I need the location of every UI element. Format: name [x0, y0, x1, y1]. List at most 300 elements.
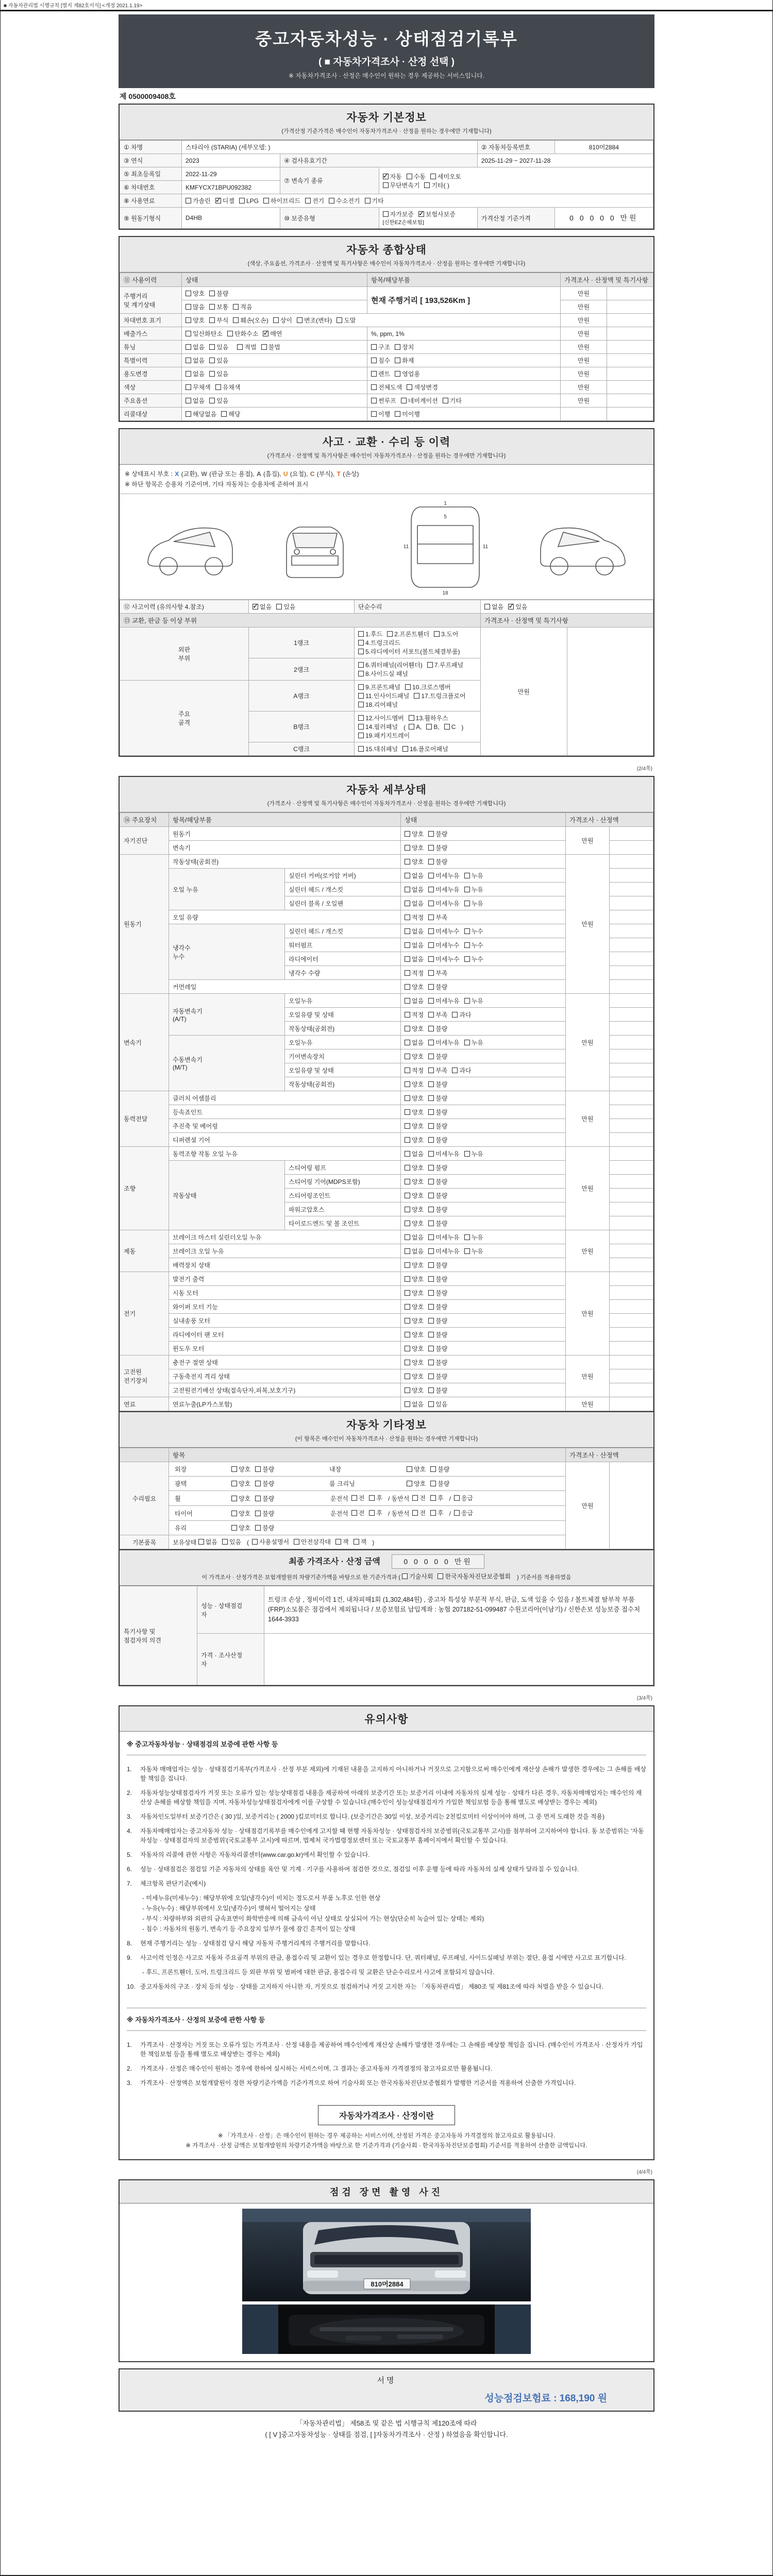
- checkbox-불량[interactable]: [428, 1358, 447, 1367]
- checkbox-장치[interactable]: [395, 343, 414, 351]
- checkbox-양호[interactable]: [407, 1465, 426, 1473]
- checkbox-누유[interactable]: [464, 899, 483, 908]
- checkbox-없음[interactable]: [405, 955, 424, 963]
- checkbox-9.프론트패널[interactable]: [358, 683, 400, 691]
- checkbox-무채색[interactable]: [186, 383, 211, 392]
- checkbox-icon[interactable]: [430, 1466, 436, 1472]
- checkbox-양호[interactable]: [405, 1219, 424, 1228]
- checkbox-미세누유[interactable]: [428, 1149, 459, 1158]
- checkbox-icon[interactable]: [444, 724, 450, 730]
- checkbox-icon[interactable]: [186, 411, 191, 417]
- checkbox-양호[interactable]: [405, 1316, 424, 1325]
- checkbox-icon[interactable]: [358, 662, 364, 668]
- checkbox-미세누유[interactable]: [428, 885, 459, 894]
- checkbox-양호[interactable]: [405, 1080, 424, 1089]
- checkbox-가솔린[interactable]: [186, 196, 211, 205]
- checkbox-누수[interactable]: [464, 927, 483, 936]
- checkbox-icon[interactable]: [428, 1054, 434, 1059]
- checkbox-icon[interactable]: [358, 724, 364, 730]
- checkbox-17.트렁크플로어[interactable]: [414, 691, 465, 700]
- checkbox-불량[interactable]: [255, 1479, 274, 1488]
- checkbox-양호[interactable]: [405, 1330, 424, 1339]
- checkbox-icon[interactable]: [231, 1481, 237, 1486]
- checkbox-누유[interactable]: [464, 871, 483, 880]
- checkbox-icon[interactable]: [428, 859, 434, 865]
- checkbox-11.인사이드패널[interactable]: [358, 691, 409, 700]
- checkbox-미이행[interactable]: [395, 410, 420, 418]
- checkbox-icon[interactable]: [405, 942, 410, 948]
- checkbox-불량[interactable]: [428, 1108, 447, 1116]
- checkbox-전[interactable]: [351, 1509, 365, 1517]
- checkbox-icon[interactable]: [405, 1109, 410, 1115]
- checkbox-icon[interactable]: [255, 1466, 261, 1472]
- checkbox-icon[interactable]: [405, 1234, 410, 1240]
- checkbox-icon[interactable]: [428, 887, 434, 892]
- checkbox-10.크로스멤버[interactable]: [405, 683, 451, 691]
- checkbox-없음[interactable]: [198, 1537, 217, 1546]
- checkbox-무단변속기[interactable]: [383, 181, 420, 190]
- checkbox-과다[interactable]: [452, 1010, 471, 1019]
- checkbox-없음[interactable]: [405, 871, 424, 880]
- checkbox-icon[interactable]: [186, 331, 191, 336]
- checkbox-icon[interactable]: [329, 198, 334, 204]
- checkbox-icon[interactable]: [428, 1179, 434, 1184]
- checkbox-icon[interactable]: [401, 398, 407, 403]
- checkbox-icon[interactable]: [351, 1495, 357, 1501]
- checkbox-이행[interactable]: [371, 410, 390, 418]
- checkbox-icon[interactable]: [428, 1151, 434, 1157]
- checkbox-4.트렁크리드[interactable]: [358, 638, 400, 647]
- checkbox-icon[interactable]: [428, 998, 434, 1004]
- checkbox-icon[interactable]: [186, 344, 191, 350]
- checkbox-없음[interactable]: [405, 941, 424, 950]
- checkbox-변조(변타)[interactable]: [297, 316, 332, 325]
- checkbox-icon[interactable]: [428, 1165, 434, 1171]
- checkbox-icon[interactable]: [428, 1360, 434, 1365]
- checkbox-응급[interactable]: [454, 1509, 473, 1517]
- checkbox-checked-icon[interactable]: [263, 331, 268, 336]
- checkbox-적정[interactable]: [405, 969, 424, 977]
- checkbox-3.도어[interactable]: [434, 630, 458, 638]
- checkbox-양호[interactable]: [405, 1024, 424, 1033]
- checkbox-해당[interactable]: [221, 410, 240, 418]
- checkbox-불량[interactable]: [428, 857, 447, 866]
- checkbox-icon[interactable]: [428, 1276, 434, 1282]
- checkbox-icon[interactable]: [414, 693, 419, 699]
- checkbox-icon[interactable]: [337, 317, 342, 323]
- checkbox-네비게이션[interactable]: [401, 396, 438, 405]
- checkbox-icon[interactable]: [405, 1137, 410, 1143]
- checkbox-양호[interactable]: [405, 1372, 424, 1381]
- checkbox-icon[interactable]: [464, 887, 470, 892]
- checkbox-icon[interactable]: [405, 1179, 410, 1184]
- checkbox-icon[interactable]: [371, 358, 377, 363]
- checkbox-누유[interactable]: [464, 885, 483, 894]
- checkbox-icon[interactable]: [221, 411, 227, 417]
- checkbox-icon[interactable]: [405, 1387, 410, 1393]
- checkbox-icon[interactable]: [452, 1067, 458, 1073]
- checkbox-icon[interactable]: [428, 1374, 434, 1379]
- checkbox-전[interactable]: [412, 1509, 426, 1517]
- checkbox-icon[interactable]: [405, 1374, 410, 1379]
- checkbox-icon[interactable]: [428, 1012, 434, 1018]
- checkbox-icon[interactable]: [428, 1318, 434, 1324]
- checkbox-icon[interactable]: [405, 1040, 410, 1045]
- checkbox-icon[interactable]: [405, 1401, 410, 1407]
- checkbox-불량[interactable]: [255, 1465, 274, 1473]
- checkbox-icon[interactable]: [434, 631, 440, 637]
- checkbox-양호[interactable]: [405, 1163, 424, 1172]
- checkbox-icon[interactable]: [428, 914, 434, 920]
- checkbox-C[interactable]: [444, 723, 456, 731]
- checkbox-icon[interactable]: [427, 662, 433, 668]
- checkbox-icon[interactable]: [405, 1193, 410, 1198]
- checkbox-미세누유[interactable]: [428, 899, 459, 908]
- checkbox-없음[interactable]: [405, 996, 424, 1005]
- checkbox-양호[interactable]: [405, 1205, 424, 1214]
- checkbox-icon[interactable]: [428, 1193, 434, 1198]
- checkbox-icon[interactable]: [405, 1221, 410, 1226]
- checkbox-후[interactable]: [430, 1494, 444, 1502]
- checkbox-icon[interactable]: [255, 1525, 261, 1531]
- checkbox-전[interactable]: [412, 1494, 426, 1502]
- checkbox-icon[interactable]: [428, 956, 434, 962]
- checkbox-icon[interactable]: [428, 831, 434, 837]
- checkbox-icon[interactable]: [428, 984, 434, 990]
- checkbox-icon[interactable]: [405, 1151, 410, 1157]
- checkbox-불량[interactable]: [428, 1219, 447, 1228]
- checkbox-icon[interactable]: [354, 1539, 359, 1545]
- checkbox-icon[interactable]: [428, 1095, 434, 1101]
- checkbox-icon[interactable]: [405, 901, 410, 906]
- checkbox-양호[interactable]: [407, 1479, 426, 1488]
- checkbox-기타[interactable]: [365, 196, 384, 205]
- checkbox-icon[interactable]: [407, 1466, 412, 1472]
- checkbox-전체도색[interactable]: [371, 383, 402, 392]
- checkbox-icon[interactable]: [405, 1360, 410, 1365]
- checkbox-icon[interactable]: [464, 873, 470, 878]
- checkbox-checked-icon[interactable]: [215, 198, 221, 204]
- checkbox-자동[interactable]: [383, 172, 402, 181]
- checkbox-미세누유[interactable]: [428, 871, 459, 880]
- checkbox-양호[interactable]: [405, 1386, 424, 1395]
- checkbox-icon[interactable]: [358, 640, 364, 646]
- checkbox-icon[interactable]: [209, 304, 215, 310]
- checkbox-불량[interactable]: [430, 1479, 449, 1488]
- checkbox-icon[interactable]: [405, 1290, 410, 1296]
- checkbox-icon[interactable]: [371, 384, 377, 390]
- checkbox-icon[interactable]: [430, 174, 436, 179]
- checkbox-없음[interactable]: [405, 1400, 424, 1409]
- checkbox-없음[interactable]: [405, 885, 424, 894]
- checkbox-icon[interactable]: [369, 1510, 375, 1516]
- checkbox-icon[interactable]: [186, 371, 191, 377]
- checkbox-icon[interactable]: [405, 1012, 410, 1018]
- checkbox-icon[interactable]: [407, 174, 412, 179]
- checkbox-없음[interactable]: [405, 927, 424, 936]
- checkbox-icon[interactable]: [428, 1207, 434, 1212]
- checkbox-icon[interactable]: [358, 715, 364, 721]
- checkbox-양호[interactable]: [405, 829, 424, 838]
- checkbox-상이[interactable]: [273, 316, 292, 325]
- checkbox-불량[interactable]: [428, 1080, 447, 1089]
- checkbox-침수[interactable]: [371, 356, 390, 365]
- checkbox-응급[interactable]: [454, 1494, 473, 1502]
- checkbox-icon[interactable]: [294, 1539, 299, 1545]
- checkbox-icon[interactable]: [405, 970, 410, 976]
- checkbox-icon[interactable]: [305, 198, 311, 204]
- checkbox-1.후드[interactable]: [358, 630, 382, 638]
- checkbox-양호[interactable]: [231, 1509, 250, 1518]
- checkbox-icon[interactable]: [395, 344, 400, 350]
- checkbox-불량[interactable]: [428, 1261, 447, 1269]
- checkbox-icon[interactable]: [464, 1248, 470, 1254]
- checkbox-icon[interactable]: [454, 1510, 460, 1516]
- checkbox-icon[interactable]: [428, 928, 434, 934]
- checkbox-양호[interactable]: [405, 1177, 424, 1186]
- checkbox-icon[interactable]: [464, 928, 470, 934]
- checkbox-icon[interactable]: [395, 371, 400, 377]
- checkbox-보통[interactable]: [209, 302, 228, 311]
- checkbox-없음[interactable]: [186, 396, 205, 405]
- checkbox-7.루프패널[interactable]: [427, 660, 463, 669]
- checkbox-icon[interactable]: [428, 1123, 434, 1129]
- checkbox-세미오토[interactable]: [430, 172, 461, 181]
- checkbox-미세누유[interactable]: [428, 1233, 459, 1242]
- checkbox-미세누유[interactable]: [428, 1038, 459, 1047]
- checkbox-icon[interactable]: [428, 1137, 434, 1143]
- checkbox-있음[interactable]: [428, 1400, 447, 1409]
- checkbox-checked-icon[interactable]: [508, 604, 514, 609]
- checkbox-양호[interactable]: [405, 1122, 424, 1130]
- checkbox-icon[interactable]: [209, 358, 215, 363]
- checkbox-icon[interactable]: [395, 411, 400, 417]
- checkbox-양호[interactable]: [405, 982, 424, 991]
- checkbox-양호[interactable]: [405, 1302, 424, 1311]
- checkbox-icon[interactable]: [428, 1026, 434, 1031]
- checkbox-불량[interactable]: [428, 1302, 447, 1311]
- checkbox-icon[interactable]: [428, 1081, 434, 1087]
- checkbox-icon[interactable]: [464, 901, 470, 906]
- checkbox-없음[interactable]: [405, 1149, 424, 1158]
- checkbox-2.프론트휀더[interactable]: [387, 630, 429, 638]
- checkbox-누유[interactable]: [464, 1149, 483, 1158]
- checkbox-icon[interactable]: [405, 998, 410, 1004]
- checkbox-icon[interactable]: [454, 1495, 460, 1501]
- checkbox-안전삼각대[interactable]: [294, 1537, 331, 1546]
- checkbox-checked-icon[interactable]: [383, 174, 389, 179]
- checkbox-icon[interactable]: [405, 887, 410, 892]
- checkbox-icon[interactable]: [409, 724, 414, 730]
- checkbox-icon[interactable]: [428, 1109, 434, 1115]
- checkbox-icon[interactable]: [209, 371, 215, 377]
- checkbox-icon[interactable]: [428, 1262, 434, 1268]
- checkbox-불량[interactable]: [428, 1372, 447, 1381]
- checkbox-icon[interactable]: [428, 1221, 434, 1226]
- checkbox-icon[interactable]: [430, 1510, 436, 1516]
- checkbox-없음[interactable]: [253, 602, 272, 611]
- checkbox-한국자동차진단보증협회[interactable]: [438, 1572, 511, 1581]
- checkbox-icon[interactable]: [255, 1496, 261, 1501]
- checkbox-수소전기[interactable]: [329, 196, 360, 205]
- checkbox-불량[interactable]: [428, 1122, 447, 1130]
- checkbox-icon[interactable]: [464, 998, 470, 1004]
- checkbox-화재[interactable]: [395, 356, 414, 365]
- checkbox-icon[interactable]: [405, 1026, 410, 1031]
- checkbox-미세누수[interactable]: [428, 941, 459, 950]
- checkbox-icon[interactable]: [428, 845, 434, 851]
- checkbox-icon[interactable]: [412, 1495, 418, 1501]
- checkbox-icon[interactable]: [405, 831, 410, 837]
- checkbox-전[interactable]: [351, 1494, 365, 1502]
- checkbox-양호[interactable]: [405, 1275, 424, 1283]
- checkbox-icon[interactable]: [405, 859, 410, 865]
- checkbox-icon[interactable]: [395, 358, 400, 363]
- checkbox-적정[interactable]: [405, 1010, 424, 1019]
- checkbox-icon[interactable]: [405, 1095, 410, 1101]
- checkbox-후[interactable]: [369, 1494, 382, 1502]
- checkbox-없음[interactable]: [186, 343, 205, 351]
- checkbox-icon[interactable]: [358, 684, 364, 690]
- checkbox-icon[interactable]: [369, 1495, 375, 1501]
- checkbox-불량[interactable]: [255, 1494, 274, 1503]
- checkbox-없음[interactable]: [405, 1233, 424, 1242]
- checkbox-icon[interactable]: [405, 1207, 410, 1212]
- checkbox-checked-icon[interactable]: [418, 211, 424, 217]
- checkbox-icon[interactable]: [276, 604, 282, 609]
- checkbox-icon[interactable]: [405, 684, 411, 690]
- checkbox-icon[interactable]: [405, 1067, 410, 1073]
- checkbox-icon[interactable]: [428, 1067, 434, 1073]
- checkbox-icon[interactable]: [405, 1318, 410, 1324]
- checkbox-누수[interactable]: [464, 941, 483, 950]
- checkbox-양호[interactable]: [231, 1494, 250, 1503]
- checkbox-누수[interactable]: [464, 955, 483, 963]
- checkbox-불량[interactable]: [255, 1509, 274, 1518]
- checkbox-있음[interactable]: [209, 396, 228, 405]
- checkbox-없음[interactable]: [405, 1038, 424, 1047]
- checkbox-icon[interactable]: [405, 1081, 410, 1087]
- checkbox-icon[interactable]: [233, 304, 239, 310]
- checkbox-적정[interactable]: [405, 913, 424, 922]
- checkbox-양호[interactable]: [231, 1479, 250, 1488]
- checkbox-icon[interactable]: [426, 724, 432, 730]
- checkbox-불량[interactable]: [428, 1205, 447, 1214]
- checkbox-icon[interactable]: [371, 344, 377, 350]
- checkbox-불량[interactable]: [428, 1024, 447, 1033]
- checkbox-icon[interactable]: [222, 1539, 228, 1545]
- checkbox-icon[interactable]: [358, 693, 364, 699]
- checkbox-icon[interactable]: [405, 1165, 410, 1171]
- checkbox-icon[interactable]: [383, 182, 389, 188]
- checkbox-icon[interactable]: [428, 873, 434, 878]
- checkbox-보험사보증[interactable]: [418, 210, 456, 218]
- checkbox-icon[interactable]: [452, 1012, 458, 1018]
- checkbox-icon[interactable]: [186, 317, 191, 323]
- checkbox-없음[interactable]: [405, 899, 424, 908]
- checkbox-불량[interactable]: [255, 1523, 274, 1532]
- checkbox-불량[interactable]: [428, 1136, 447, 1144]
- checkbox-LPG[interactable]: [239, 197, 259, 205]
- checkbox-A,[interactable]: [409, 723, 422, 731]
- checkbox-많음[interactable]: [186, 302, 205, 311]
- checkbox-불량[interactable]: [428, 1344, 447, 1353]
- checkbox-icon[interactable]: [358, 702, 364, 707]
- checkbox-icon[interactable]: [239, 198, 245, 204]
- checkbox-icon[interactable]: [273, 317, 279, 323]
- checkbox-있음[interactable]: [508, 602, 527, 611]
- checkbox-icon[interactable]: [428, 1248, 434, 1254]
- checkbox-icon[interactable]: [428, 970, 434, 976]
- checkbox-icon[interactable]: [231, 1496, 237, 1501]
- checkbox-미세누수[interactable]: [428, 955, 459, 963]
- checkbox-훼손(오손)[interactable]: [233, 316, 268, 325]
- checkbox-없음[interactable]: [186, 356, 205, 365]
- checkbox-양호[interactable]: [405, 843, 424, 852]
- checkbox-양호[interactable]: [186, 289, 205, 298]
- checkbox-부식[interactable]: [209, 316, 228, 325]
- checkbox-icon[interactable]: [405, 1123, 410, 1129]
- checkbox-적정[interactable]: [405, 1066, 424, 1075]
- checkbox-잭[interactable]: [335, 1537, 349, 1546]
- checkbox-후[interactable]: [430, 1509, 444, 1517]
- checkbox-있음[interactable]: [209, 343, 228, 351]
- checkbox-부족[interactable]: [428, 1066, 447, 1075]
- checkbox-icon[interactable]: [231, 1511, 237, 1516]
- checkbox-icon[interactable]: [443, 398, 448, 403]
- checkbox-누유[interactable]: [464, 1247, 483, 1256]
- checkbox-8.사이드실 패널[interactable]: [358, 669, 408, 678]
- checkbox-14.필러패널[interactable]: [358, 722, 398, 731]
- checkbox-양호[interactable]: [405, 1344, 424, 1353]
- checkbox-16.플로어패널[interactable]: [402, 744, 448, 753]
- checkbox-불량[interactable]: [428, 1386, 447, 1395]
- checkbox-icon[interactable]: [464, 956, 470, 962]
- checkbox-불량[interactable]: [428, 1316, 447, 1325]
- checkbox-적법[interactable]: [237, 343, 256, 351]
- checkbox-양호[interactable]: [405, 1289, 424, 1297]
- checkbox-icon[interactable]: [464, 942, 470, 948]
- checkbox-영업용[interactable]: [395, 369, 420, 378]
- checkbox-색상변경[interactable]: [407, 383, 438, 392]
- checkbox-icon[interactable]: [351, 1510, 357, 1516]
- checkbox-icon[interactable]: [464, 1040, 470, 1045]
- checkbox-부족[interactable]: [428, 1010, 447, 1019]
- checkbox-누유[interactable]: [464, 996, 483, 1005]
- checkbox-불량[interactable]: [428, 1094, 447, 1103]
- checkbox-렌트[interactable]: [371, 369, 390, 378]
- checkbox-icon[interactable]: [428, 1346, 434, 1351]
- checkbox-icon[interactable]: [464, 1234, 470, 1240]
- checkbox-icon[interactable]: [428, 1234, 434, 1240]
- checkbox-icon[interactable]: [198, 1539, 204, 1545]
- checkbox-icon[interactable]: [252, 1539, 258, 1545]
- checkbox-icon[interactable]: [227, 331, 233, 336]
- checkbox-양호[interactable]: [405, 1191, 424, 1200]
- checkbox-있음[interactable]: [276, 602, 295, 611]
- checkbox-icon[interactable]: [209, 344, 215, 350]
- checkbox-icon[interactable]: [358, 671, 364, 676]
- checkbox-디젤[interactable]: [215, 196, 234, 205]
- checkbox-자가보증[interactable]: [383, 210, 414, 218]
- checkbox-12.사이드멤버[interactable]: [358, 714, 404, 722]
- checkbox-하이브리드[interactable]: [263, 196, 300, 205]
- checkbox-유채색[interactable]: [215, 383, 241, 392]
- checkbox-icon[interactable]: [387, 631, 393, 637]
- checkbox-icon[interactable]: [231, 1525, 237, 1531]
- checkbox-양호[interactable]: [405, 1136, 424, 1144]
- checkbox-불량[interactable]: [428, 982, 447, 991]
